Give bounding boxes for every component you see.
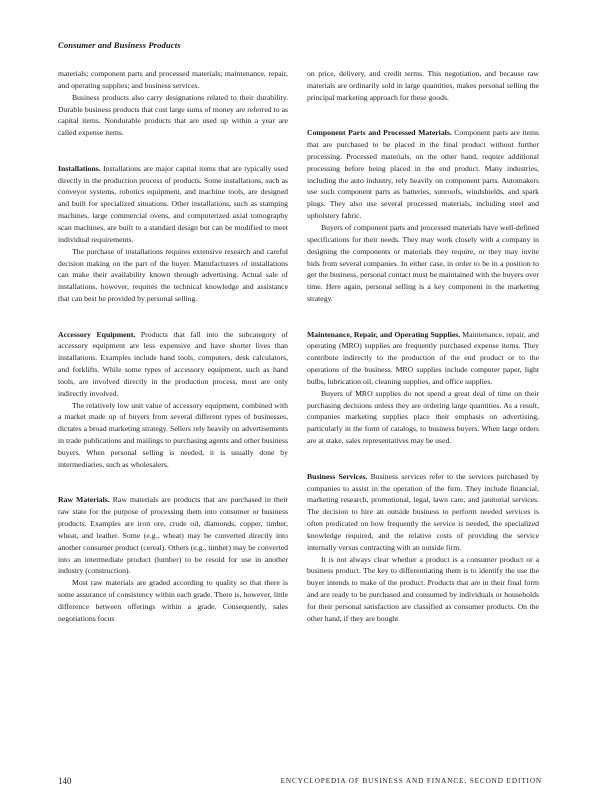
page-number: 140 — [58, 776, 72, 786]
section-heading: Component Parts and Processed Materials. — [307, 128, 452, 138]
section-text: Products that fall into the subcategory of accessory equipment are less expensive and have shorter lives than installations. Examples include hand tools, computers, desk calculators, and forklifts. While some types of accessory equipment, such as hand tools, are involved directly in the production process, most are only indirectly involved. — [58, 329, 288, 398]
section-heading: Installations. — [58, 163, 101, 173]
section-heading: Maintenance, Repair, and Operating Supplies. — [307, 329, 461, 339]
left-column — [58, 68, 288, 625]
paragraph: The purchase of installations requires extensive research and careful decision making on the part of the buyer. Manufacturers of installations can make their availability known through advertising. Actual sale of installations, however, requires the technical knowledge and assistance that can best be provided by personal selling. — [58, 246, 288, 304]
section-text: Component parts are items that are purchased to be placed in the final product without further processing. Processed materials, on the other hand, require additional processing before being placed in the end product. Many industries, including the auto industry, rely heavily on component parts. Automakers use such component parts as batteries, sunroofs, windshields, and spark plugs. They also use several processed materials, including steel and upholstery fabric. — [307, 128, 539, 221]
running-header: Consumer and Business Products — [58, 40, 181, 50]
paragraph: Business products also carry designations related to their durability. Durable business products that cost large sums of money are referred to as capital items. Nondurable products that are used up within a year are called expense items. — [58, 92, 288, 138]
section-text: Installations are major capital items that are typically used directly in the production process of products. Some installations, such as conveyor systems, robotics equipment, and machine tools, are designed and built for specialized situations. Other installations, such as stamping machines, large commercial ovens, and computerized axial tomography scan machines, are built to a standard design but can be modified to meet individual requirements. — [58, 163, 288, 244]
section-text: Raw materials are products that are purchased in their raw state for the purpose of processing them into consumer or business products. Examples are iron ore, crude oil, diamonds, copper, timber, wheat, and leather. Some (e.g., wheat) may be converted directly into another consumer product (cereal). Others (e.g., timber) may be converted into an intermediate product (lumber) to be resold for use in another industry (construction). — [58, 495, 288, 576]
paragraph: on price, delivery, and credit terms. This negotiation, and because raw materials are ordinarily sold in large quantities, makes personal selling the principal marketing approach for these goods. — [307, 69, 539, 102]
paragraph: materials; component parts and processed materials; maintenance, repair, and operating supplies; and business services. — [58, 69, 288, 90]
section-heading: Business Services. — [307, 471, 368, 481]
section-installations — [58, 163, 288, 246]
section-raw-materials — [58, 494, 288, 577]
right-column — [307, 68, 539, 625]
section-heading: Raw Materials. — [58, 495, 110, 505]
section-accessory-equipment — [58, 329, 288, 400]
section-heading: Accessory Equipment. — [58, 329, 136, 339]
paragraph: Buyers of component parts and processed materials have well-defined specifications for their needs. They may work closely with a company in designing the components or materials they require, or they may invite bids from several companies. In either case, in order to be in a position to get the business, personal contact must be maintained with the buyers over time. Here again, personal selling is a key component in the marketing strategy. — [307, 222, 539, 304]
paragraph: Most raw materials are graded according to quality so that there is some assurance of consistency within each grade. There is, however, little difference between offerings within a grade. Consequently, sales negotiations focus — [58, 578, 288, 623]
section-component-parts — [307, 127, 539, 222]
section-business-services — [307, 471, 539, 554]
section-text: Business services refer to the services purchased by companies to assist in the operation of the firm. They include financial, marketing research, promotional, legal, lawn care, and janitorial services. The decision to hire an outside business to perform needed services is often predicated on how frequently the service is needed, the specialized knowledge required, and the relative costs of providing the service internally versus contracting with an outside firm. — [307, 471, 539, 552]
book-title: ENCYCLOPEDIA OF BUSINESS AND FINANCE, SECOND EDITION — [280, 777, 542, 785]
paragraph: Buyers of MRO supplies do not spend a great deal of time on their purchasing decisions unless they are ordering large quantities. As a result, companies marketing supplies place their emphasis on advertising, particularly in the form of catalogs, to business buyers. When large orders are at stake, sales representatives may be used. — [307, 388, 539, 446]
paragraph: The relatively low unit value of accessory equipment, combined with a market made up of buyers from several different types of businesses, dictates a broad marketing strategy. Sellers rely heavily on advertisements in trade publications and mailings to purchasing agents and other business buyers. When personal selling is needed, it is usually done by intermediaries, such as wholesalers. — [58, 400, 288, 469]
section-text: Maintenance, repair, and operating (MRO) supplies are frequently purchased expense items. They contribute indirectly to the production of the end product or to the operations of the business. MRO supplies include computer paper, light bulbs, lubrication oil, cleaning supplies, and office supplies. — [307, 329, 540, 386]
section-mro-supplies — [307, 329, 539, 388]
paragraph: It is not always clear whether a product is a consumer product or a business product. The key to differentiating them is to identify the use the buyer intends to make of the product. Products that are in their final form and are ready to be purchased and consumed by individuals or households for their personal satisfaction are classified as consumer products. On the other hand, if they are bought — [307, 554, 539, 623]
